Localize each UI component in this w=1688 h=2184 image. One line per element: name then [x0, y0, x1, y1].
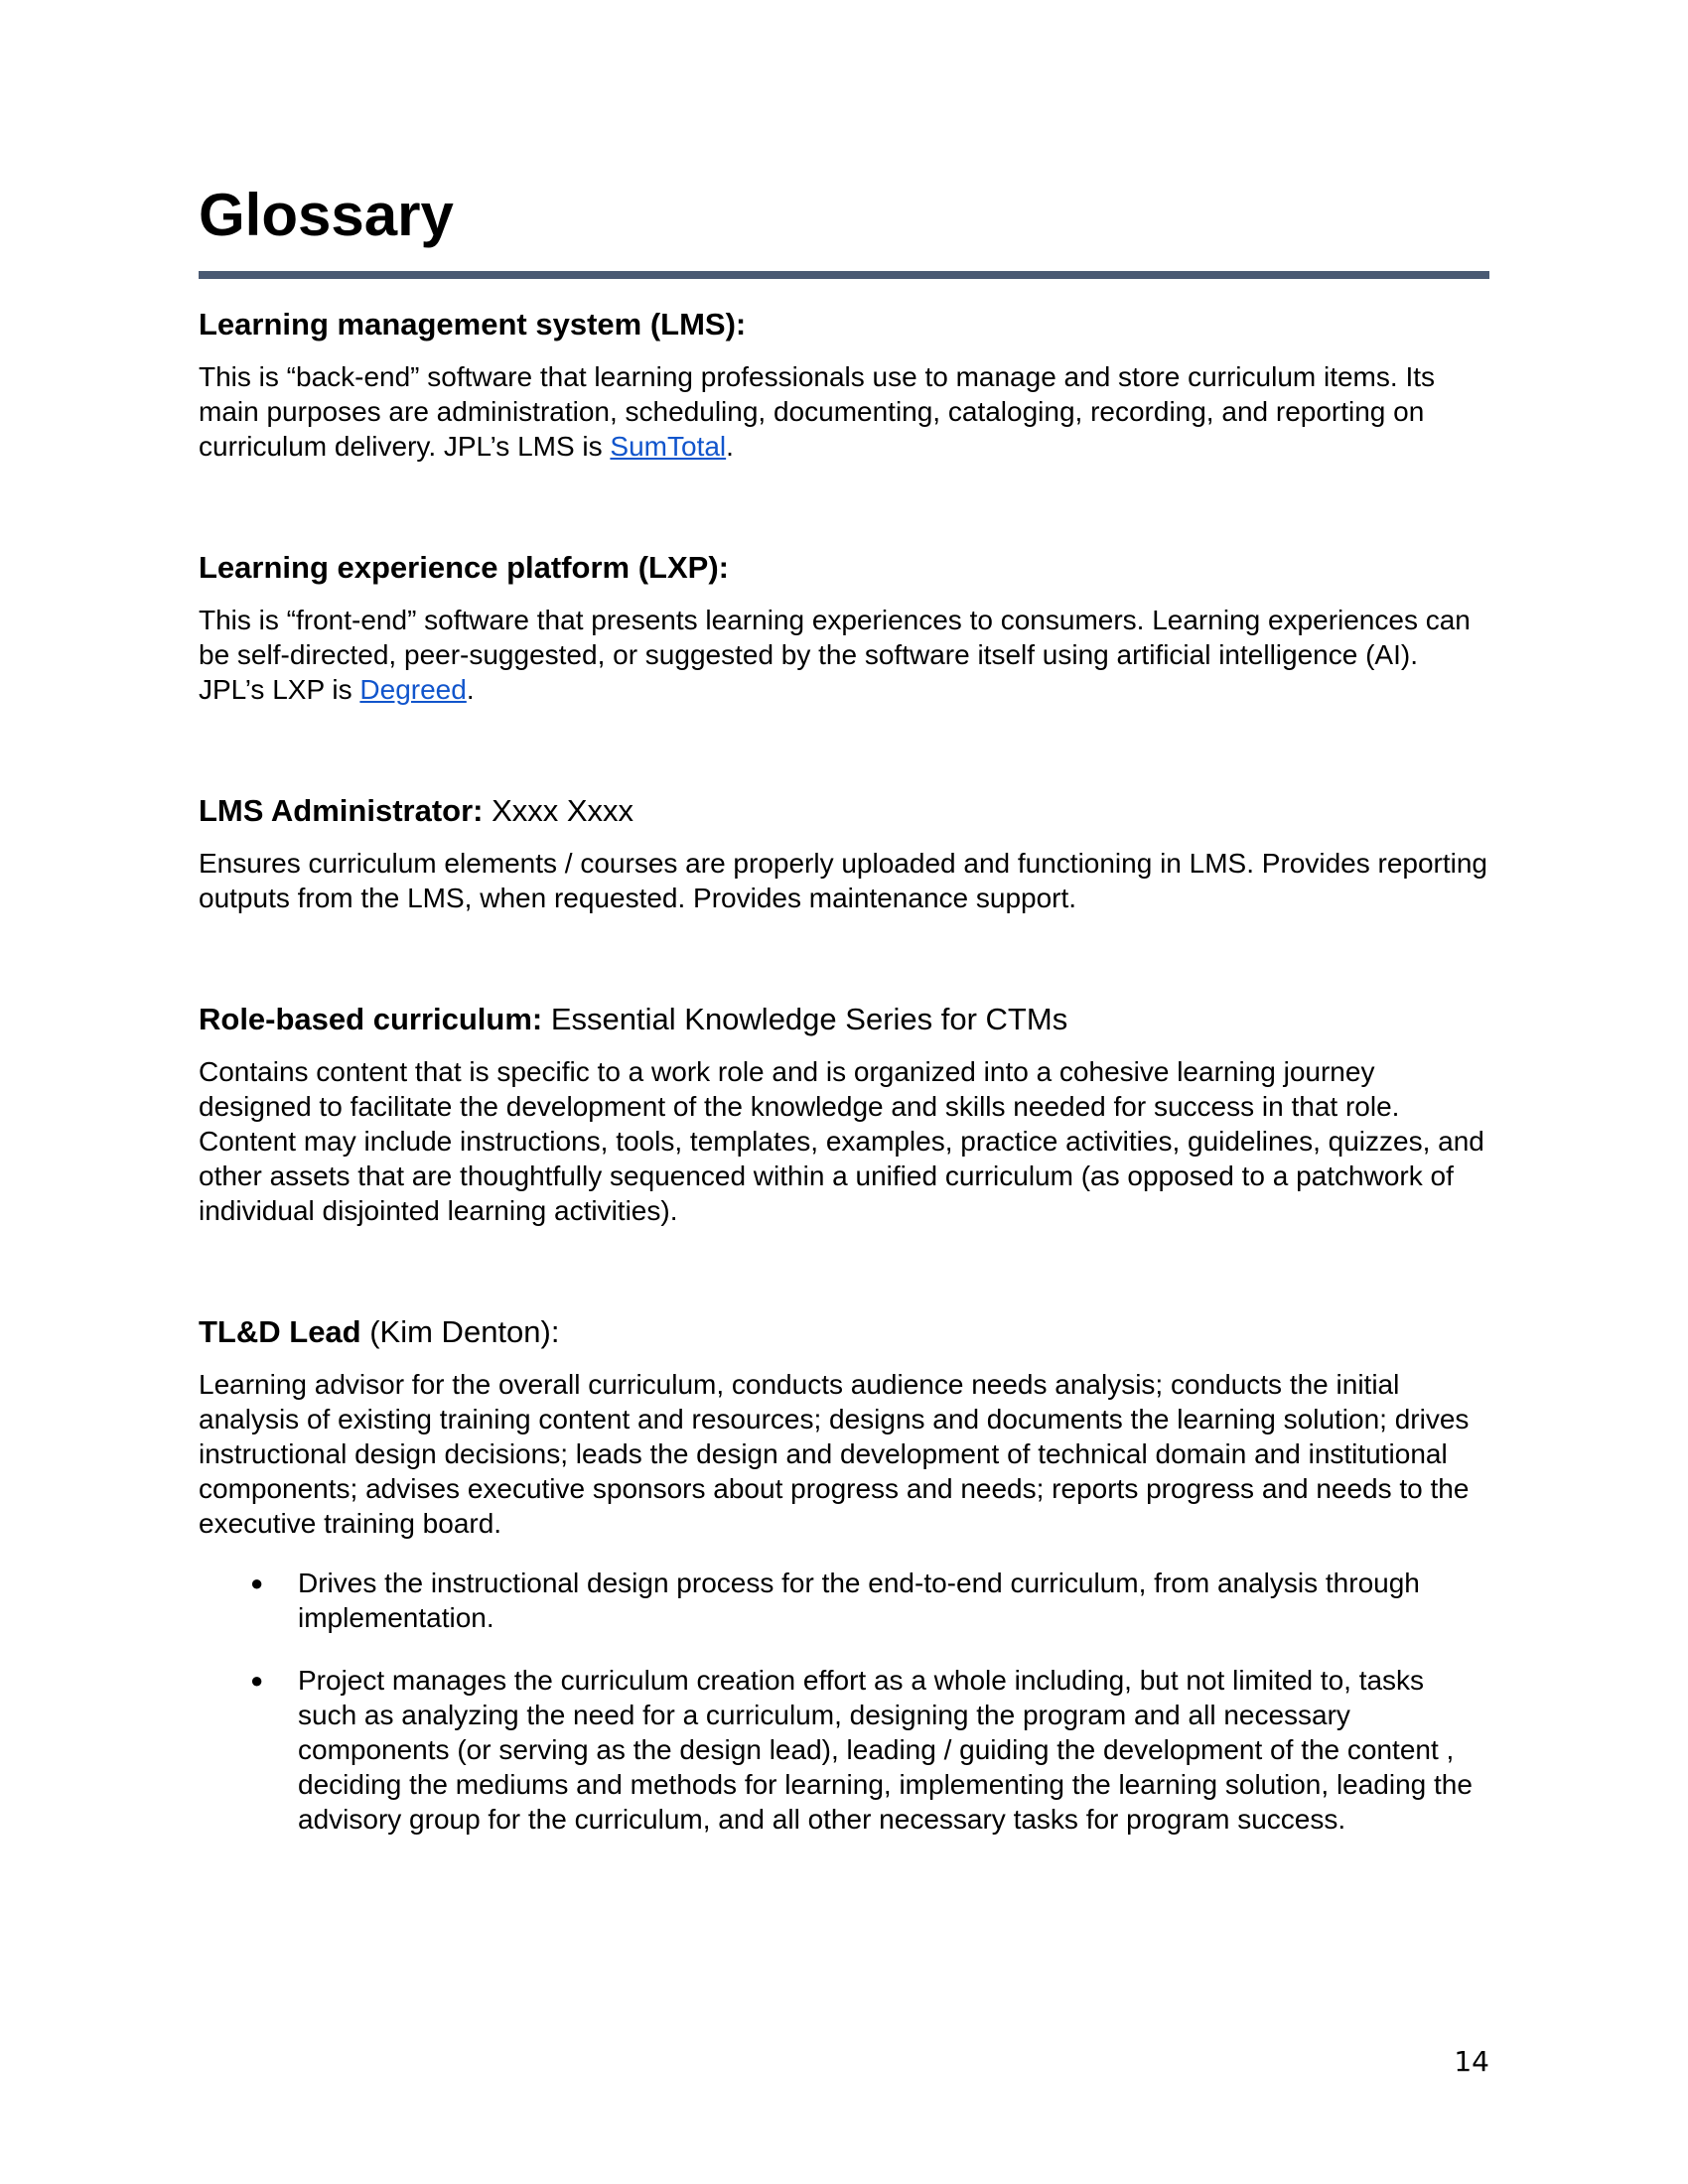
glossary-term-lms-administrator — [199, 792, 1489, 915]
glossary-term-role-based-curriculum — [199, 1001, 1489, 1228]
term-definition — [199, 603, 1489, 707]
definition-text: This is “back-end” software that learning professionals use to manage and store curriculum items. Its main purposes are administration, scheduling, documenting, cataloging, recording, and reporting on curriculum delivery. JPL’s LMS is — [199, 361, 1436, 462]
term-label: LMS Administrator: — [199, 793, 484, 828]
term-label: Learning experience platform (LXP): — [199, 550, 729, 585]
page-title: Glossary — [199, 182, 454, 248]
bullet-icon: ● — [250, 1570, 264, 1595]
sumtotal-link[interactable]: SumTotal — [610, 431, 727, 462]
term-heading — [199, 306, 1489, 343]
glossary-term-lms — [199, 306, 1489, 464]
bullet-icon: ● — [250, 1668, 264, 1693]
responsibility-list — [199, 1566, 1489, 1837]
term-label: Learning management system (LMS): — [199, 307, 747, 341]
term-heading — [199, 549, 1489, 587]
term-label: Role-based curriculum: — [199, 1002, 543, 1036]
term-definition: Contains content that is specific to a work role and is organized into a cohesive learning journey designed to facilitate the development of the knowledge and skills needed for success in that role. Content may include instructions, tools, templates, examples, practice activities, guidelines, quizzes, and other assets that are thoughtfully sequenced within a unified curriculum (as opposed to a patchwork of individual disjointed learning activities). — [199, 1056, 1484, 1226]
list-item — [199, 1566, 1489, 1635]
glossary-term-tld-lead — [199, 1313, 1489, 1864]
degreed-link[interactable]: Degreed — [359, 674, 467, 705]
term-value: Xxxx Xxxx — [483, 793, 634, 828]
list-item-text: Drives the instructional design process for the end-to-end curriculum, from analysis through implementation. — [298, 1568, 1420, 1633]
glossary-term-lxp — [199, 549, 1489, 707]
page-number: 14 — [1454, 2045, 1489, 2078]
term-value: (Kim Denton): — [360, 1314, 560, 1349]
term-definition — [199, 359, 1489, 464]
term-definition: Learning advisor for the overall curriculum, conducts audience needs analysis; conducts the initial analysis of existing training content and resources; designs and documents the learning solution; drives instructional design decisions; leads the design and development of technical domain and institutional components; advises executive sponsors about progress and needs; reports progress and needs to the executive training board. — [199, 1369, 1470, 1539]
term-heading — [199, 1313, 1489, 1351]
list-item-text: Project manages the curriculum creation effort as a whole including, but not limited to, tasks such as analyzing the need for a curriculum, designing the program and all necessary components (or serving as the design lead), leading / guiding the development of the content , deciding the mediums and methods for learning, implementing the learning solution, leading the advisory group for the curriculum, and all other necessary tasks for program success. — [298, 1665, 1473, 1835]
definition-text: This is “front-end” software that presents learning experiences to consumers. Learning experiences can be self-directed, peer-suggested, or suggested by the software itself using artificial intelligence (AI). JPL’s LXP is — [199, 605, 1471, 705]
document-page — [199, 0, 1489, 2184]
term-value: Essential Knowledge Series for CTMs — [542, 1002, 1068, 1036]
title-divider — [199, 271, 1489, 279]
list-item — [199, 1663, 1489, 1837]
definition-end: . — [466, 674, 475, 705]
term-definition: Ensures curriculum elements / courses are properly uploaded and functioning in LMS. Provides reporting outputs from the LMS, when requested. Provides maintenance support. — [199, 848, 1488, 913]
term-heading — [199, 792, 1489, 830]
term-label: TL&D Lead — [199, 1314, 361, 1349]
definition-end: . — [726, 431, 734, 462]
term-heading — [199, 1001, 1489, 1038]
